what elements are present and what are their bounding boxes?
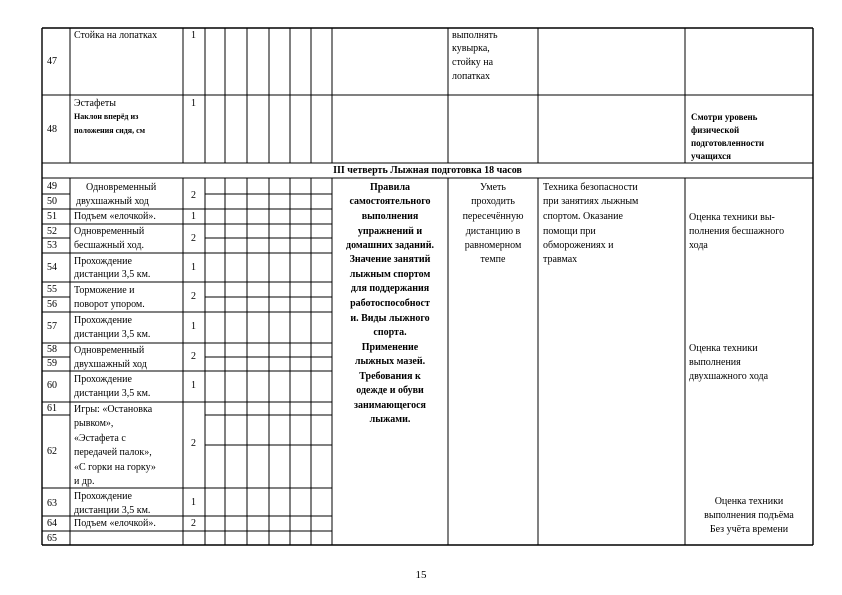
section-header: III четверть Лыжная подготовка 18 часов — [333, 165, 522, 176]
page-number: 15 — [415, 569, 427, 581]
document-page: 47 Стойка на лопатках 1 выполнять кувырка, стойку на лопатках 48 Эстафеты Наклон вперёд из положения сидя, см 1 Смотри уровень физической подготовленности учащихся III четверть Лыжная подготовка 18 часов 49 50 51 52 53 54 55 56 57 58 59 60 61 62 63 64 65 Одновременный двухшажный ход Подъем «елочкой». Одновременный бесшажный ход. Прохождение дистанции 3,5 км. Торможение и поворот упором. Прохождение дистанции 3,5 км. Одновременный двухшажный ход Прохождение дистанции 3,5 км. Игры: «Остановка рывком», «Эстафета с передачей палок», «С горки на горку» и др. Прохождение дистанции 3,5 км. Подъем «елочкой». 2 1 2 1 2 1 2 1 2 1 2 Правила самостоятельного выполнения упражнений и домашних заданий. Значение занятий лыжным спортом для поддержания работоспособност и. Виды лыжного спорта. Применение лыжных мазей. Требования к одежде и обуви занимающегося лыжами. Уметь проходить пересечённую дистанцию в равномерном темпе Техника безопасности при занятиях лыжным спортом. Оказание помощи при обморожениях и травмах Оценка техники вы- полнения бесшажного хода Оценка техники выполнения двухшажного хода Оценка техники выполнения подъёма Без учёта времени 15 — [0, 0, 842, 595]
row-47-lesson: Стойка на лопатках — [74, 30, 158, 41]
row-47-hours: 1 — [191, 30, 196, 41]
row-48-number: 48 — [47, 124, 57, 135]
row-48-hours: 1 — [191, 98, 196, 109]
row-47-number: 47 — [47, 56, 57, 67]
